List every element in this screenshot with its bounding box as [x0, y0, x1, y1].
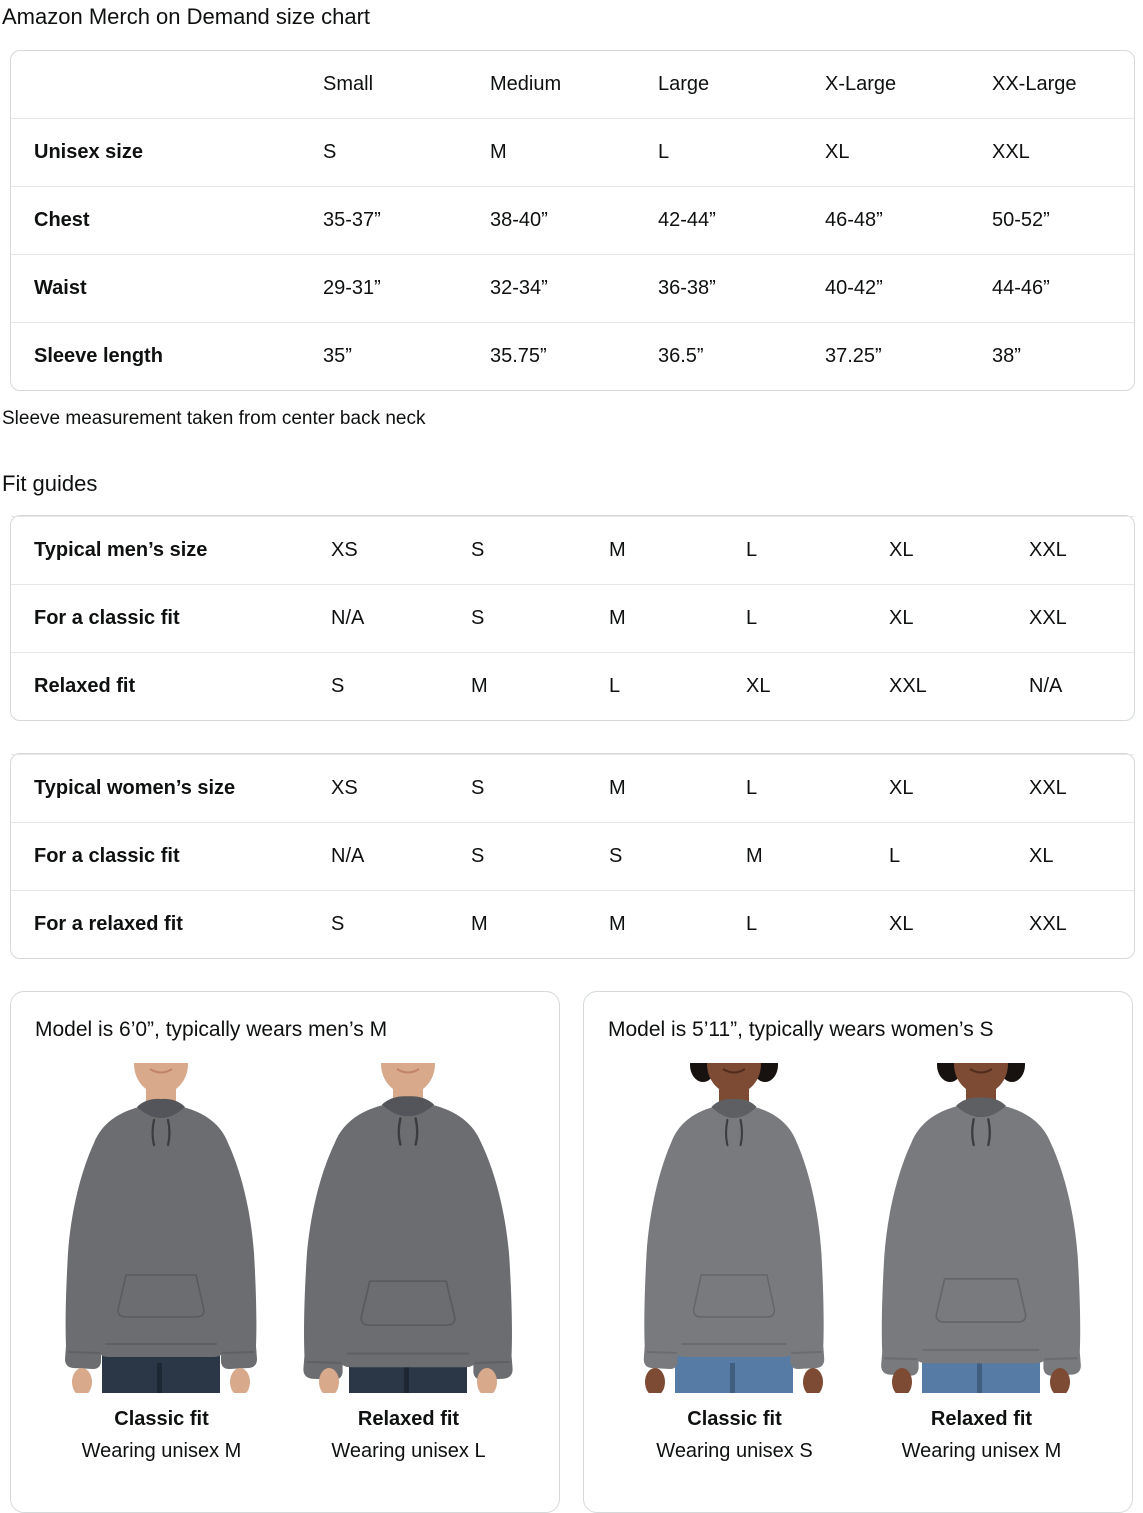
row-label: Unisex size [11, 118, 323, 186]
size-chart-table [10, 50, 1135, 391]
row-label: For a relaxed fit [11, 890, 331, 958]
table-row-sleeve-length [11, 322, 1134, 390]
model-photo [285, 1063, 532, 1393]
table-row-unisex-size [11, 118, 1134, 186]
model-photo [38, 1063, 285, 1393]
size-cell: L [746, 516, 889, 584]
row-label: Sleeve length [11, 322, 323, 390]
size-chart-header-row [11, 51, 1134, 118]
model-photos [11, 1063, 559, 1463]
size-cell: XL [889, 584, 1029, 652]
row-label: Chest [11, 186, 323, 254]
size-cell: 35.75” [490, 322, 658, 390]
size-cell: XS [331, 754, 471, 822]
size-cell: S [471, 584, 609, 652]
size-cell: M [471, 890, 609, 958]
size-cell: 32-34” [490, 254, 658, 322]
table-row-typical-mens-size [11, 516, 1134, 584]
size-cell: 37.25” [825, 322, 992, 390]
wearing-label: Wearing unisex M [901, 1439, 1062, 1462]
table-row-waist [11, 254, 1134, 322]
size-cell: XXL [1029, 584, 1134, 652]
fit-type-label: Classic fit [114, 1407, 209, 1430]
size-cell: XXL [1029, 890, 1134, 958]
model-photo [858, 1063, 1105, 1393]
size-cell: S [471, 754, 609, 822]
size-cell: XXL [992, 118, 1134, 186]
row-label: Typical women’s size [11, 754, 331, 822]
table-row-chest [11, 186, 1134, 254]
size-cell: L [889, 822, 1029, 890]
model-card-men [10, 991, 560, 1513]
row-label: Typical men’s size [11, 516, 331, 584]
size-cell: 50-52” [992, 186, 1134, 254]
size-cell: 36.5” [658, 322, 825, 390]
wearing-label: Wearing unisex S [656, 1439, 813, 1462]
model-cards [10, 991, 1133, 1513]
size-cell: 35” [323, 322, 490, 390]
size-cell: M [746, 822, 889, 890]
size-cell: N/A [331, 584, 471, 652]
size-cell: M [609, 890, 746, 958]
size-cell: XXL [1029, 516, 1134, 584]
size-cell: M [490, 118, 658, 186]
wearing-label: Wearing unisex M [81, 1439, 242, 1462]
size-cell: S [609, 822, 746, 890]
model-photo [611, 1063, 858, 1393]
table-row-relaxed-fit [11, 652, 1134, 720]
column-header-blank [11, 51, 323, 118]
model-card-heading: Model is 5’11”, typically wears women’s S [608, 1018, 994, 1042]
fit-type-label: Relaxed fit [357, 1407, 460, 1430]
model-card-women [583, 991, 1133, 1513]
table-row-typical-womens-size [11, 754, 1134, 822]
column-header-large: Large [658, 73, 710, 96]
size-cell: N/A [331, 822, 471, 890]
table-row-classic-fit [11, 584, 1134, 652]
column-header-medium: Medium [490, 73, 562, 96]
row-label: Waist [11, 254, 323, 322]
size-cell: 40-42” [825, 254, 992, 322]
size-cell: XL [889, 754, 1029, 822]
size-cell: XXL [1029, 754, 1134, 822]
column-header-xxlarge: XX-Large [992, 73, 1077, 96]
size-cell: M [609, 754, 746, 822]
size-cell: 44-46” [992, 254, 1134, 322]
column-header-small: Small [323, 73, 374, 96]
wearing-label: Wearing unisex L [331, 1439, 486, 1462]
size-cell: N/A [1029, 652, 1134, 720]
size-cell: 38-40” [490, 186, 658, 254]
size-cell: 36-38” [658, 254, 825, 322]
size-cell: L [746, 584, 889, 652]
size-cell: S [471, 516, 609, 584]
size-cell: L [746, 754, 889, 822]
model-photos [584, 1063, 1132, 1463]
size-cell: 29-31” [323, 254, 490, 322]
column-header-xlarge: X-Large [825, 73, 897, 96]
size-cell: XL [825, 118, 992, 186]
model-card-heading: Model is 6’0”, typically wears men’s M [35, 1018, 388, 1042]
row-label: Relaxed fit [11, 652, 331, 720]
size-chart-page [0, 4, 1143, 1513]
size-cell: S [331, 890, 471, 958]
page-title: Amazon Merch on Demand size chart [2, 4, 371, 29]
size-cell: S [323, 118, 490, 186]
model-figure-men-classic [38, 1063, 285, 1463]
size-cell: 35-37” [323, 186, 490, 254]
size-cell: L [746, 890, 889, 958]
size-cell: XL [1029, 822, 1134, 890]
womens-fit-table [10, 753, 1135, 959]
model-figure-women-relaxed [858, 1063, 1105, 1463]
size-cell: M [471, 652, 609, 720]
size-cell: XL [746, 652, 889, 720]
table-row-relaxed-fit [11, 890, 1134, 958]
sleeve-note: Sleeve measurement taken from center back neck [2, 408, 426, 430]
fit-type-label: Classic fit [687, 1407, 782, 1430]
size-cell: L [658, 118, 825, 186]
size-cell: M [609, 516, 746, 584]
size-cell: XL [889, 890, 1029, 958]
size-cell: 46-48” [825, 186, 992, 254]
size-cell: 38” [992, 322, 1134, 390]
size-cell: L [609, 652, 746, 720]
size-cell: S [471, 822, 609, 890]
table-row-classic-fit [11, 822, 1134, 890]
size-cell: XXL [889, 652, 1029, 720]
model-figure-women-classic [611, 1063, 858, 1463]
size-cell: S [331, 652, 471, 720]
row-label: For a classic fit [11, 584, 331, 652]
fit-guides-heading: Fit guides [2, 471, 98, 497]
mens-fit-table [10, 515, 1135, 721]
model-figure-men-relaxed [285, 1063, 532, 1463]
size-cell: 42-44” [658, 186, 825, 254]
fit-type-label: Relaxed fit [930, 1407, 1033, 1430]
size-cell: XL [889, 516, 1029, 584]
size-cell: XS [331, 516, 471, 584]
size-cell: M [609, 584, 746, 652]
row-label: For a classic fit [11, 822, 331, 890]
